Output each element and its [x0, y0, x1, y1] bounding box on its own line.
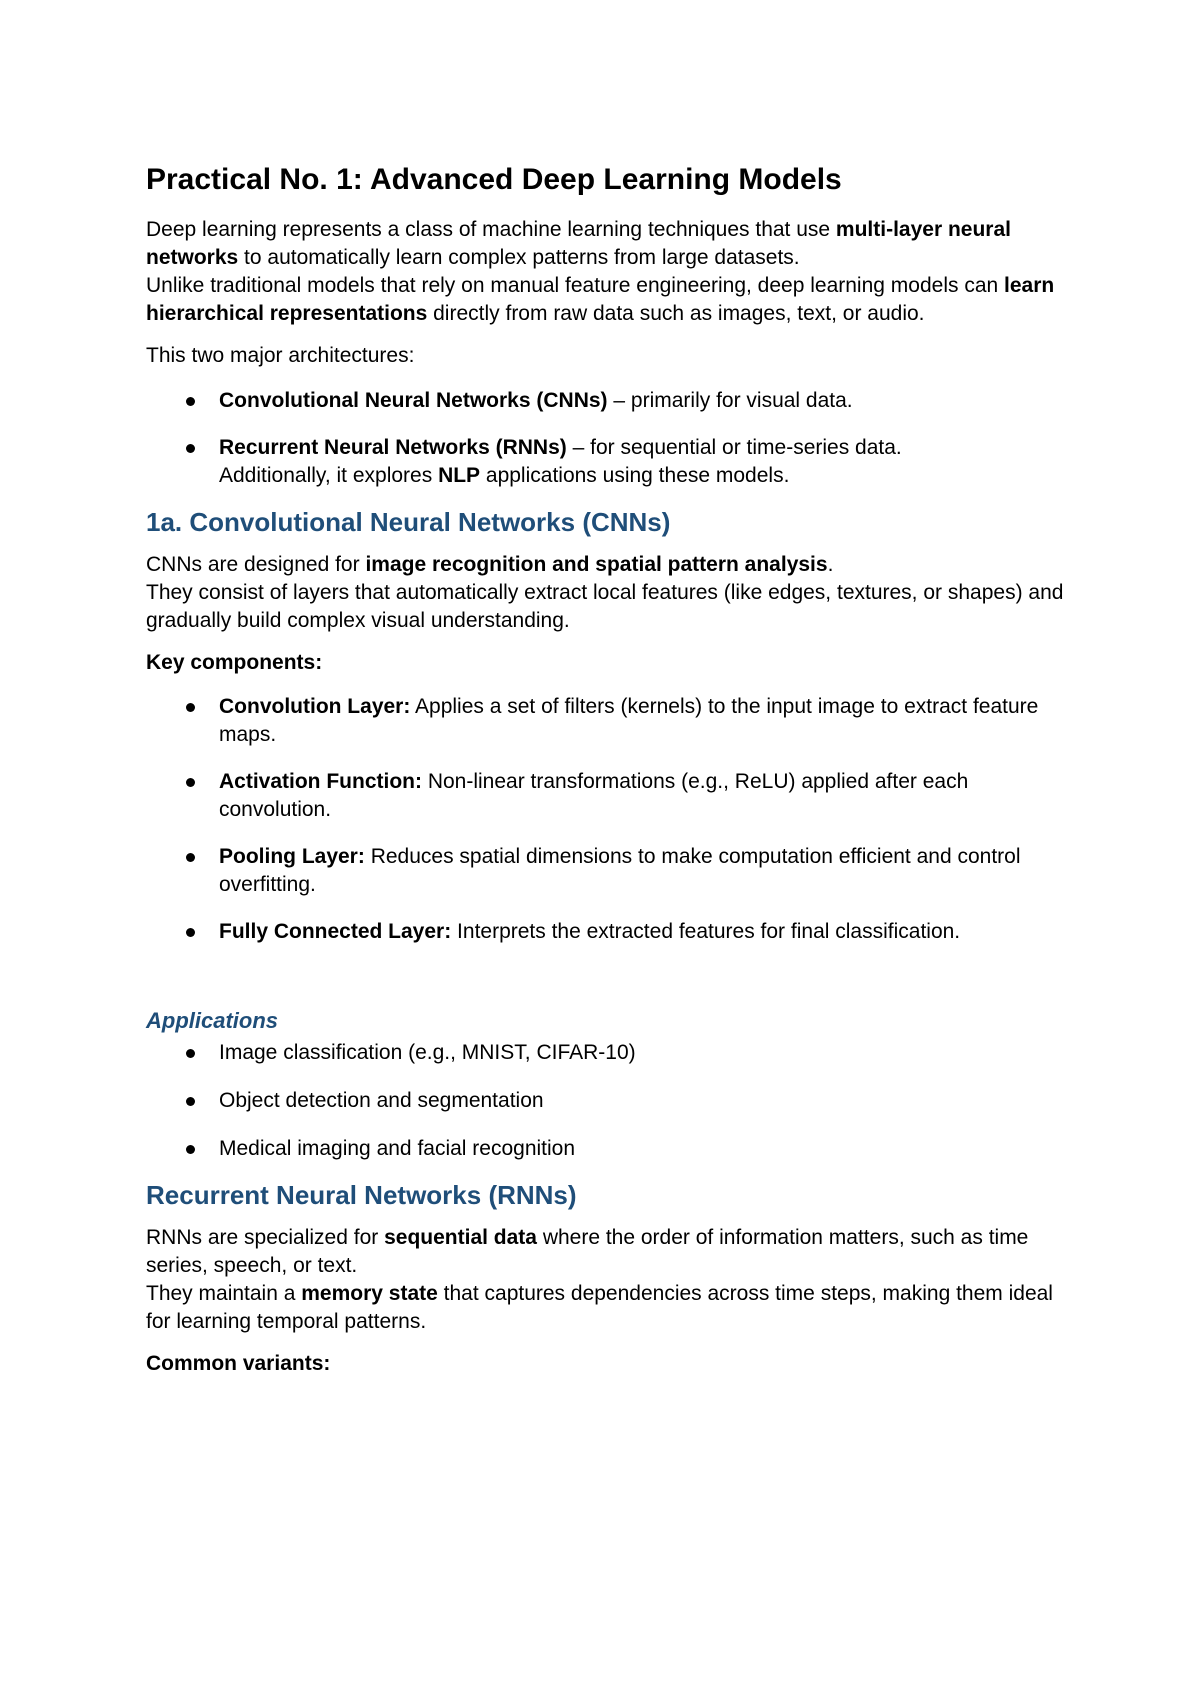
cnn-p1-bold: image recognition and spatial pattern analysis — [365, 553, 828, 576]
applications-list — [146, 1039, 1066, 1163]
arch-item-text: – for sequential or time-series data. — [566, 436, 902, 459]
component-description: Interprets the extracted features for final classification. — [451, 920, 961, 943]
section-heading-cnn: 1a. Convolutional Neural Networks (CNNs) — [146, 507, 671, 537]
arch-extra-text-end: applications using these models. — [480, 464, 790, 487]
intro-p2-text-end: directly from raw data such as images, text, or audio. — [427, 302, 925, 325]
component-name: Activation Function: — [219, 770, 422, 793]
common-variants-bold: Common variants: — [146, 1352, 331, 1375]
list-item: Medical imaging and facial recognition — [146, 1135, 1066, 1163]
rnn-p1-text: RNNs are specialized for — [146, 1226, 385, 1249]
arch-item-text: – primarily for visual data. — [607, 389, 853, 412]
architectures-lead: This two major architectures: — [146, 344, 415, 367]
arch-extra-bold: NLP — [438, 464, 481, 487]
component-description: Non-linear transformations (e.g., ReLU) applied after each convolution. — [219, 770, 969, 821]
list-item — [146, 843, 1066, 899]
section-heading-rnn: Recurrent Neural Networks (RNNs) — [146, 1180, 577, 1210]
component-name: Fully Connected Layer: — [219, 920, 452, 943]
arch-item-bold: Convolutional Neural Networks (CNNs) — [219, 389, 608, 412]
list-item: Object detection and segmentation — [146, 1087, 1066, 1115]
component-description: Reduces spatial dimensions to make computation efficient and control overfitting. — [219, 845, 1021, 896]
rnn-p1-bold: sequential data — [384, 1226, 537, 1249]
rnn-paragraph-2 — [146, 1280, 1066, 1336]
components-list — [146, 693, 1066, 946]
cnn-paragraph-1 — [146, 551, 1066, 579]
common-variants-label — [146, 1350, 1066, 1378]
cnn-p1-text-end: . — [827, 553, 834, 576]
cnn-p1-text: CNNs are designed for — [146, 553, 366, 576]
intro-p1-text: Deep learning represents a class of machine learning techniques that use — [146, 218, 836, 241]
spacer — [146, 965, 1066, 1006]
list-item — [146, 768, 1066, 824]
intro-paragraph-2 — [146, 272, 1066, 328]
intro-p1-bold: multi-layer neural networks — [146, 218, 1011, 269]
intro-p2-bold: learn hierarchical representations — [146, 274, 1055, 325]
arch-item-bold: Recurrent Neural Networks (RNNs) — [219, 436, 567, 459]
rnn-paragraph-1 — [146, 1224, 1066, 1280]
intro-p1-text-end: to automatically learn complex patterns from large datasets. — [238, 246, 800, 269]
component-description: Applies a set of filters (kernels) to the input image to extract feature maps. — [219, 695, 1039, 746]
component-name: Pooling Layer: — [219, 845, 365, 868]
document-content — [146, 160, 1066, 1392]
list-item — [146, 693, 1066, 749]
arch-extra-text: Additionally, it explores — [219, 464, 439, 487]
list-item — [146, 387, 1066, 415]
key-components-label — [146, 649, 1066, 677]
intro-paragraph-1 — [146, 216, 1066, 272]
key-components-bold: Key components: — [146, 651, 323, 674]
cnn-paragraph-2: They consist of layers that automatically extract local features (like edges, textures, or shapes) and gradually build complex visual understanding. — [146, 581, 1064, 632]
intro-p2-text: Unlike traditional models that rely on manual feature engineering, deep learning models can — [146, 274, 1005, 297]
rnn-p1-text-end: where the order of information matters, such as time series, speech, or text. — [146, 1226, 1029, 1277]
rnn-p2-text: They maintain a — [146, 1282, 302, 1305]
rnn-p2-text-end: that captures dependencies across time steps, making them ideal for learning temporal patterns. — [146, 1282, 1053, 1333]
page-title: Practical No. 1: Advanced Deep Learning Models — [146, 163, 842, 196]
list-item — [146, 918, 1066, 946]
rnn-p2-bold: memory state — [301, 1282, 438, 1305]
applications-heading: Applications — [146, 1008, 279, 1033]
architectures-list — [146, 387, 1066, 490]
list-item — [146, 434, 1066, 490]
component-name: Convolution Layer: — [219, 695, 411, 718]
list-item: Image classification (e.g., MNIST, CIFAR-10) — [146, 1039, 1066, 1067]
